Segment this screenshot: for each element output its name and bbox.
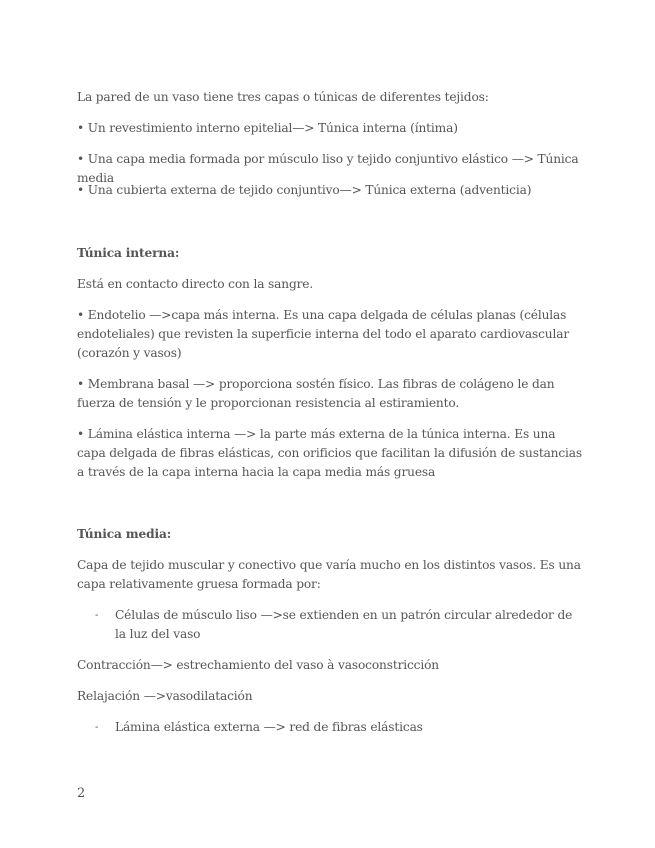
layer-item-externa: • Una cubierta externa de tejido conjuntivo—> Túnica externa (adventicia) [77, 183, 532, 197]
dash-bullet: - [95, 610, 99, 621]
tunica-media-intro: Capa de tejido muscular y conectivo que varía mucho en los distintos vasos. Es una capa relativamente gruesa formada por: [77, 558, 581, 591]
item-membrana-basal: • Membrana basal —> proporciona sostén físico. Las fibras de colágeno le dan fuerza de tensión y le proporcionan resistencia al estiramiento. [77, 377, 555, 410]
list-item-text: Lámina elástica externa —> red de fibras elásticas [115, 720, 423, 734]
layer-item-media: • Una capa media formada por músculo liso y tejido conjuntivo elástico —> Túnica media [77, 152, 579, 185]
item-lamina-elastica-interna: • Lámina elástica interna —> la parte más externa de la túnica interna. Es una capa delgada de fibras elásticas, con orificios que facilitan la difusión de sustancias a través de la capa interna hacia la capa media más gruesa [77, 427, 583, 479]
heading-tunica-media: Túnica media: [77, 527, 172, 541]
relaxation-line: Relajación —>vasodilatación [77, 689, 253, 703]
dash-bullet: - [95, 722, 99, 733]
intro-paragraph: La pared de un vaso tiene tres capas o túnicas de diferentes tejidos: [77, 90, 489, 104]
item-endotelio: • Endotelio —>capa más interna. Es una capa delgada de células planas (células endoteliales) que revisten la superficie interna del todo el aparato cardiovascular (corazón y vasos) [77, 308, 570, 360]
contraction-line: Contracción—> estrechamiento del vaso à vasoconstricción [77, 658, 439, 672]
tunica-interna-intro: Está en contacto directo con la sangre. [77, 277, 314, 291]
heading-tunica-interna: Túnica interna: [77, 246, 180, 260]
list-item-text: Células de músculo liso —>se extienden en un patrón circular alrededor de la luz del vaso [115, 608, 573, 641]
layer-item-interna: • Un revestimiento interno epitelial—> Túnica interna (íntima) [77, 121, 458, 135]
page-number: 2 [77, 786, 86, 801]
